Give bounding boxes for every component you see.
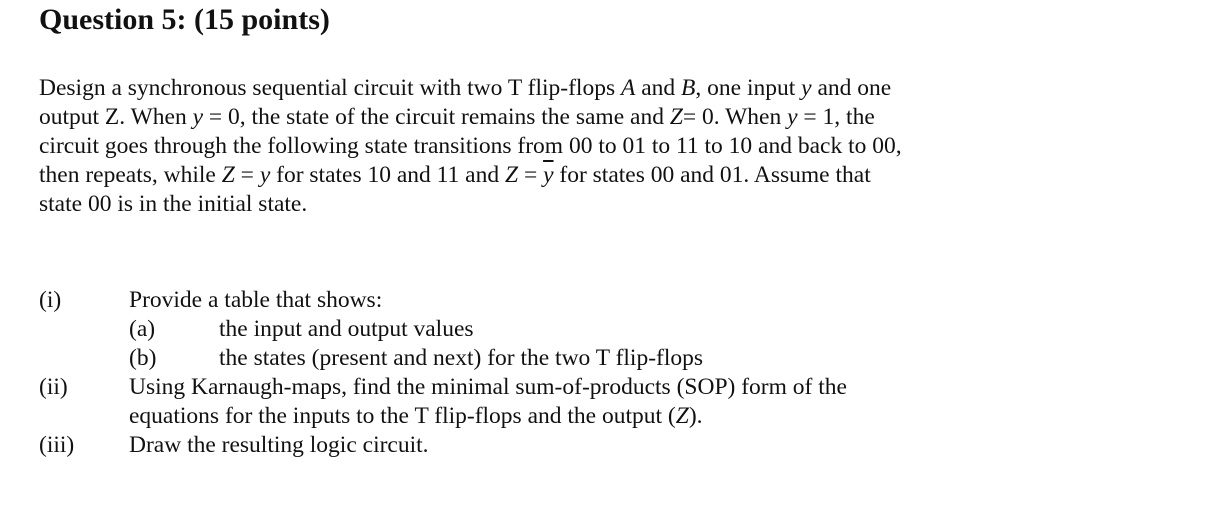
question-paragraph [39, 74, 1159, 219]
paragraph-line-4 [39, 161, 1159, 190]
item-text: Using Karnaugh-maps, find the minimal sum-of-products (SOP) form of the [129, 374, 847, 400]
var-Z: Z [504, 162, 519, 188]
subitem-text: the states (present and next) for the two T flip-flops [219, 345, 704, 371]
item-marker: (iii) [39, 432, 75, 458]
item-ii-continuation [39, 402, 1179, 431]
var-Z: Z [675, 403, 689, 429]
var-A: A [620, 75, 636, 101]
var-B: B [681, 75, 696, 101]
text-run: = 0, the state of the circuit remains the same and [203, 104, 670, 130]
text-run: , one input [695, 75, 802, 101]
text-run: ). [688, 403, 703, 429]
var-y-bar: $\overline{y}$ [543, 162, 554, 188]
var-y: y [801, 75, 812, 101]
text-run: output Z. When [39, 104, 193, 130]
item-ii [39, 373, 1179, 402]
text-run: Design a synchronous sequential circuit with two T flip-flops [39, 75, 621, 101]
item-i-b [39, 344, 1179, 373]
paragraph-line-5: state 00 is in the initial state. [39, 191, 308, 217]
var-Z: Z [669, 104, 683, 130]
subitem-marker: (a) [129, 316, 156, 342]
text-run: = 0. When [682, 104, 788, 130]
var-y: y [259, 162, 271, 188]
item-i [39, 286, 1179, 315]
item-marker: (ii) [39, 374, 68, 400]
item-text: Draw the resulting logic circuit. [129, 432, 429, 458]
text-run: and one [811, 75, 892, 101]
item-text [129, 402, 703, 431]
paragraph-line-3: circuit goes through the following state transitions from 00 to 01 to 11 to 10 and back to 00, [39, 133, 902, 159]
text-run: equations for the inputs to the T flip-flops and the output ( [129, 403, 676, 429]
question-items [39, 286, 1179, 460]
item-i-a [39, 315, 1179, 344]
text-run: then repeats, while [39, 162, 222, 188]
text-run: = 1, the [797, 104, 875, 130]
subitem-marker: (b) [129, 345, 157, 371]
item-text: Provide a table that shows: [129, 287, 383, 313]
text-run: and [635, 75, 682, 101]
paragraph-line-2 [39, 103, 1159, 132]
text-run: = [234, 162, 260, 188]
text-run: for states 00 and 01. Assume that [553, 162, 871, 188]
text-run: for states 10 and 11 and [270, 162, 505, 188]
var-y: y [192, 104, 204, 130]
question-title: Question 5: (15 points) [39, 3, 330, 36]
paragraph-line-1 [39, 74, 1159, 103]
var-Z: Z [221, 162, 235, 188]
item-marker: (i) [39, 287, 62, 313]
text-run: = [518, 162, 544, 188]
item-iii [39, 431, 1179, 460]
var-y: y [787, 104, 798, 130]
subitem-text: the input and output values [219, 316, 474, 342]
